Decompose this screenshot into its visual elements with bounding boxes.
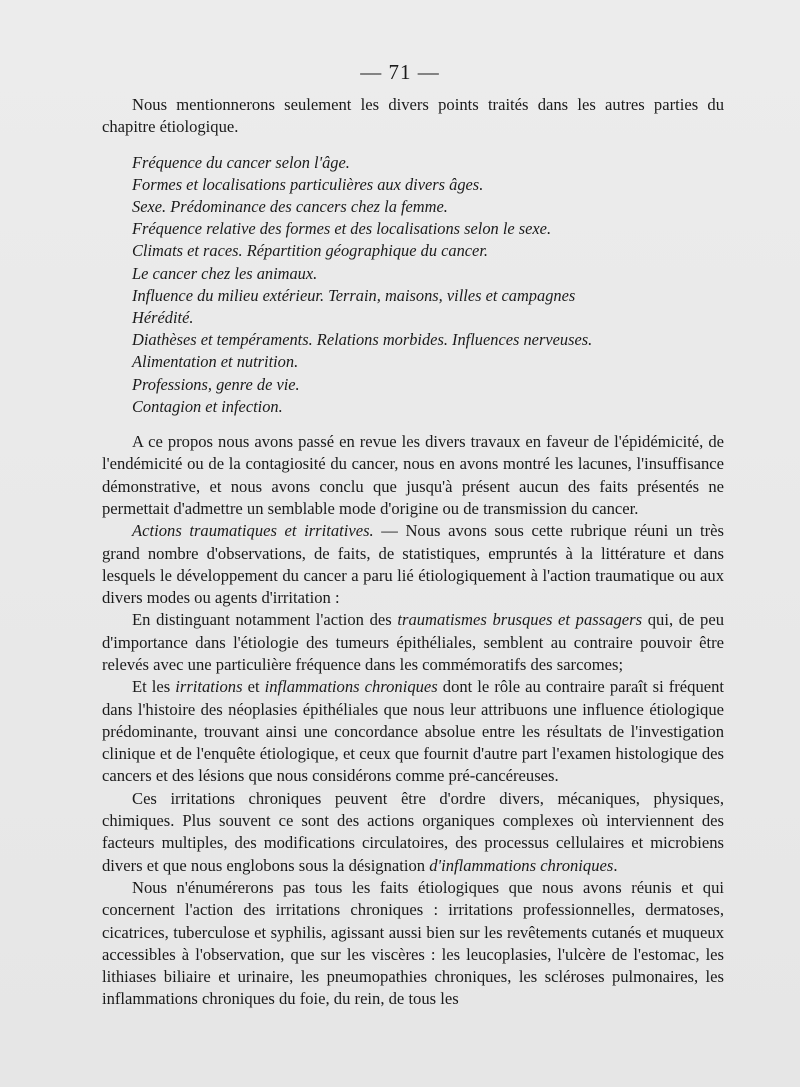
- list-item: Fréquence du cancer selon l'âge.: [132, 152, 350, 172]
- paragraph-text: — Nous avons sous cette rubrique réuni un très grand nombre d'observations, de faits, de statistiques, empruntés à la littérature et dans lesquels le développement du cancer a paru lié étiologiquement à l'action traumatique ou aux divers modes ou agents d'irritation :: [102, 521, 724, 608]
- topic-list: [102, 152, 724, 418]
- emphasis-text: traumatismes brusques et passagers: [397, 610, 643, 630]
- page-body: [102, 94, 724, 1011]
- paragraph-text: et: [242, 677, 265, 697]
- intro-paragraph: Nous mentionnerons seulement les divers points traités dans les autres parties du chapitre étiologique.: [102, 95, 724, 137]
- paragraph-text: Et les: [132, 677, 176, 697]
- list-item: Professions, genre de vie.: [132, 374, 300, 394]
- paragraph-epidemicity: A ce propos nous avons passé en revue les divers travaux en faveur de l'épidémicité, de l'endémicité ou de la contagiosité du cancer, nous en avons montré les lacunes, l'insuffisance démonstrative, et nous avons conclu que jusqu'à présent aucun des faits présentés ne permettait d'admettre un semblable mode d'origine ou de transmission du cancer.: [102, 432, 724, 518]
- paragraph-text: En distinguant notamment l'action des: [132, 610, 398, 630]
- paragraph-text: dont le rôle au contraire paraît si fréquent dans l'histoire des néoplasies épithéliales que nous leur attribuons une influence étiologique prédominante, trouvant ainsi une concordance absolue entre les résultats de l'investigation clinique et de l'enquête étiologique, et ceux que fournit d'autre part l'examen histologique des cancers et des lésions que nous considérons comme pré-cancéreuses.: [102, 677, 725, 786]
- emphasis-text: d'inflammations chroniques: [429, 855, 614, 875]
- emphasis-text: inflammations chroniques: [264, 677, 438, 697]
- paragraph-text: qui, de peu d'importance dans l'étiologie des tumeurs épithéliales, semblent au contraire pouvoir être relevés avec une particulière fréquence dans les commémoratifs des sarcomes;: [102, 610, 725, 674]
- list-item: Fréquence relative des formes et des localisations selon le sexe.: [132, 219, 552, 239]
- paragraph-text: Ces irritations chroniques peuvent être d'ordre divers, mécaniques, physiques, chimiques. Plus souvent ce sont des actions organiques complexes où interviennent des facteurs multiples, des modifications circulatoires, des processus cellulaires et microbiens divers et que nous englobons sous la désignation: [102, 788, 724, 875]
- list-item: Le cancer chez les animaux.: [132, 263, 318, 283]
- section-heading: Actions traumatiques et irritatives.: [132, 521, 374, 541]
- list-item: Contagion et infection.: [132, 396, 283, 416]
- list-item: Sexe. Prédominance des cancers chez la femme.: [132, 197, 448, 216]
- paragraph-text: .: [613, 855, 618, 875]
- list-item: Alimentation et nutrition.: [132, 352, 299, 372]
- page-number: — 71 —: [360, 60, 440, 84]
- paragraph-chronic-irritations: [102, 788, 724, 877]
- emphasis-text: irritations: [175, 677, 243, 697]
- list-item: Influence du milieu extérieur. Terrain, maisons, villes et campagnes: [132, 285, 576, 305]
- paragraph-enumeration: Nous n'énumérerons pas tous les faits étiologiques que nous avons réunis et qui concernent l'action des irritations chroniques : irritations professionnelles, dermatoses, cicatrices, tuberculose et syphilis, agissant aussi bien sur les revêtements cutanés et muqueux accessibles à l'observation, que sur les viscères : les leucoplasies, l'ulcère de l'estomac, les lithiases biliaire et urinaire, les pneumopathies chroniques, les scléroses pulmonaires, les inflammations chroniques du foie, du rein, de tous les: [102, 877, 724, 1009]
- paragraph-traumatismes: [102, 609, 724, 676]
- list-item: Formes et localisations particulières aux divers âges.: [132, 174, 484, 194]
- list-item: Climats et races. Répartition géographique du cancer.: [132, 241, 488, 261]
- paragraph-irritations: [102, 676, 724, 787]
- list-item: Diathèses et tempéraments. Relations morbides. Influences nerveuses.: [132, 330, 593, 350]
- list-item: Hérédité.: [132, 308, 194, 328]
- paragraph-traumatic-actions: [102, 520, 724, 609]
